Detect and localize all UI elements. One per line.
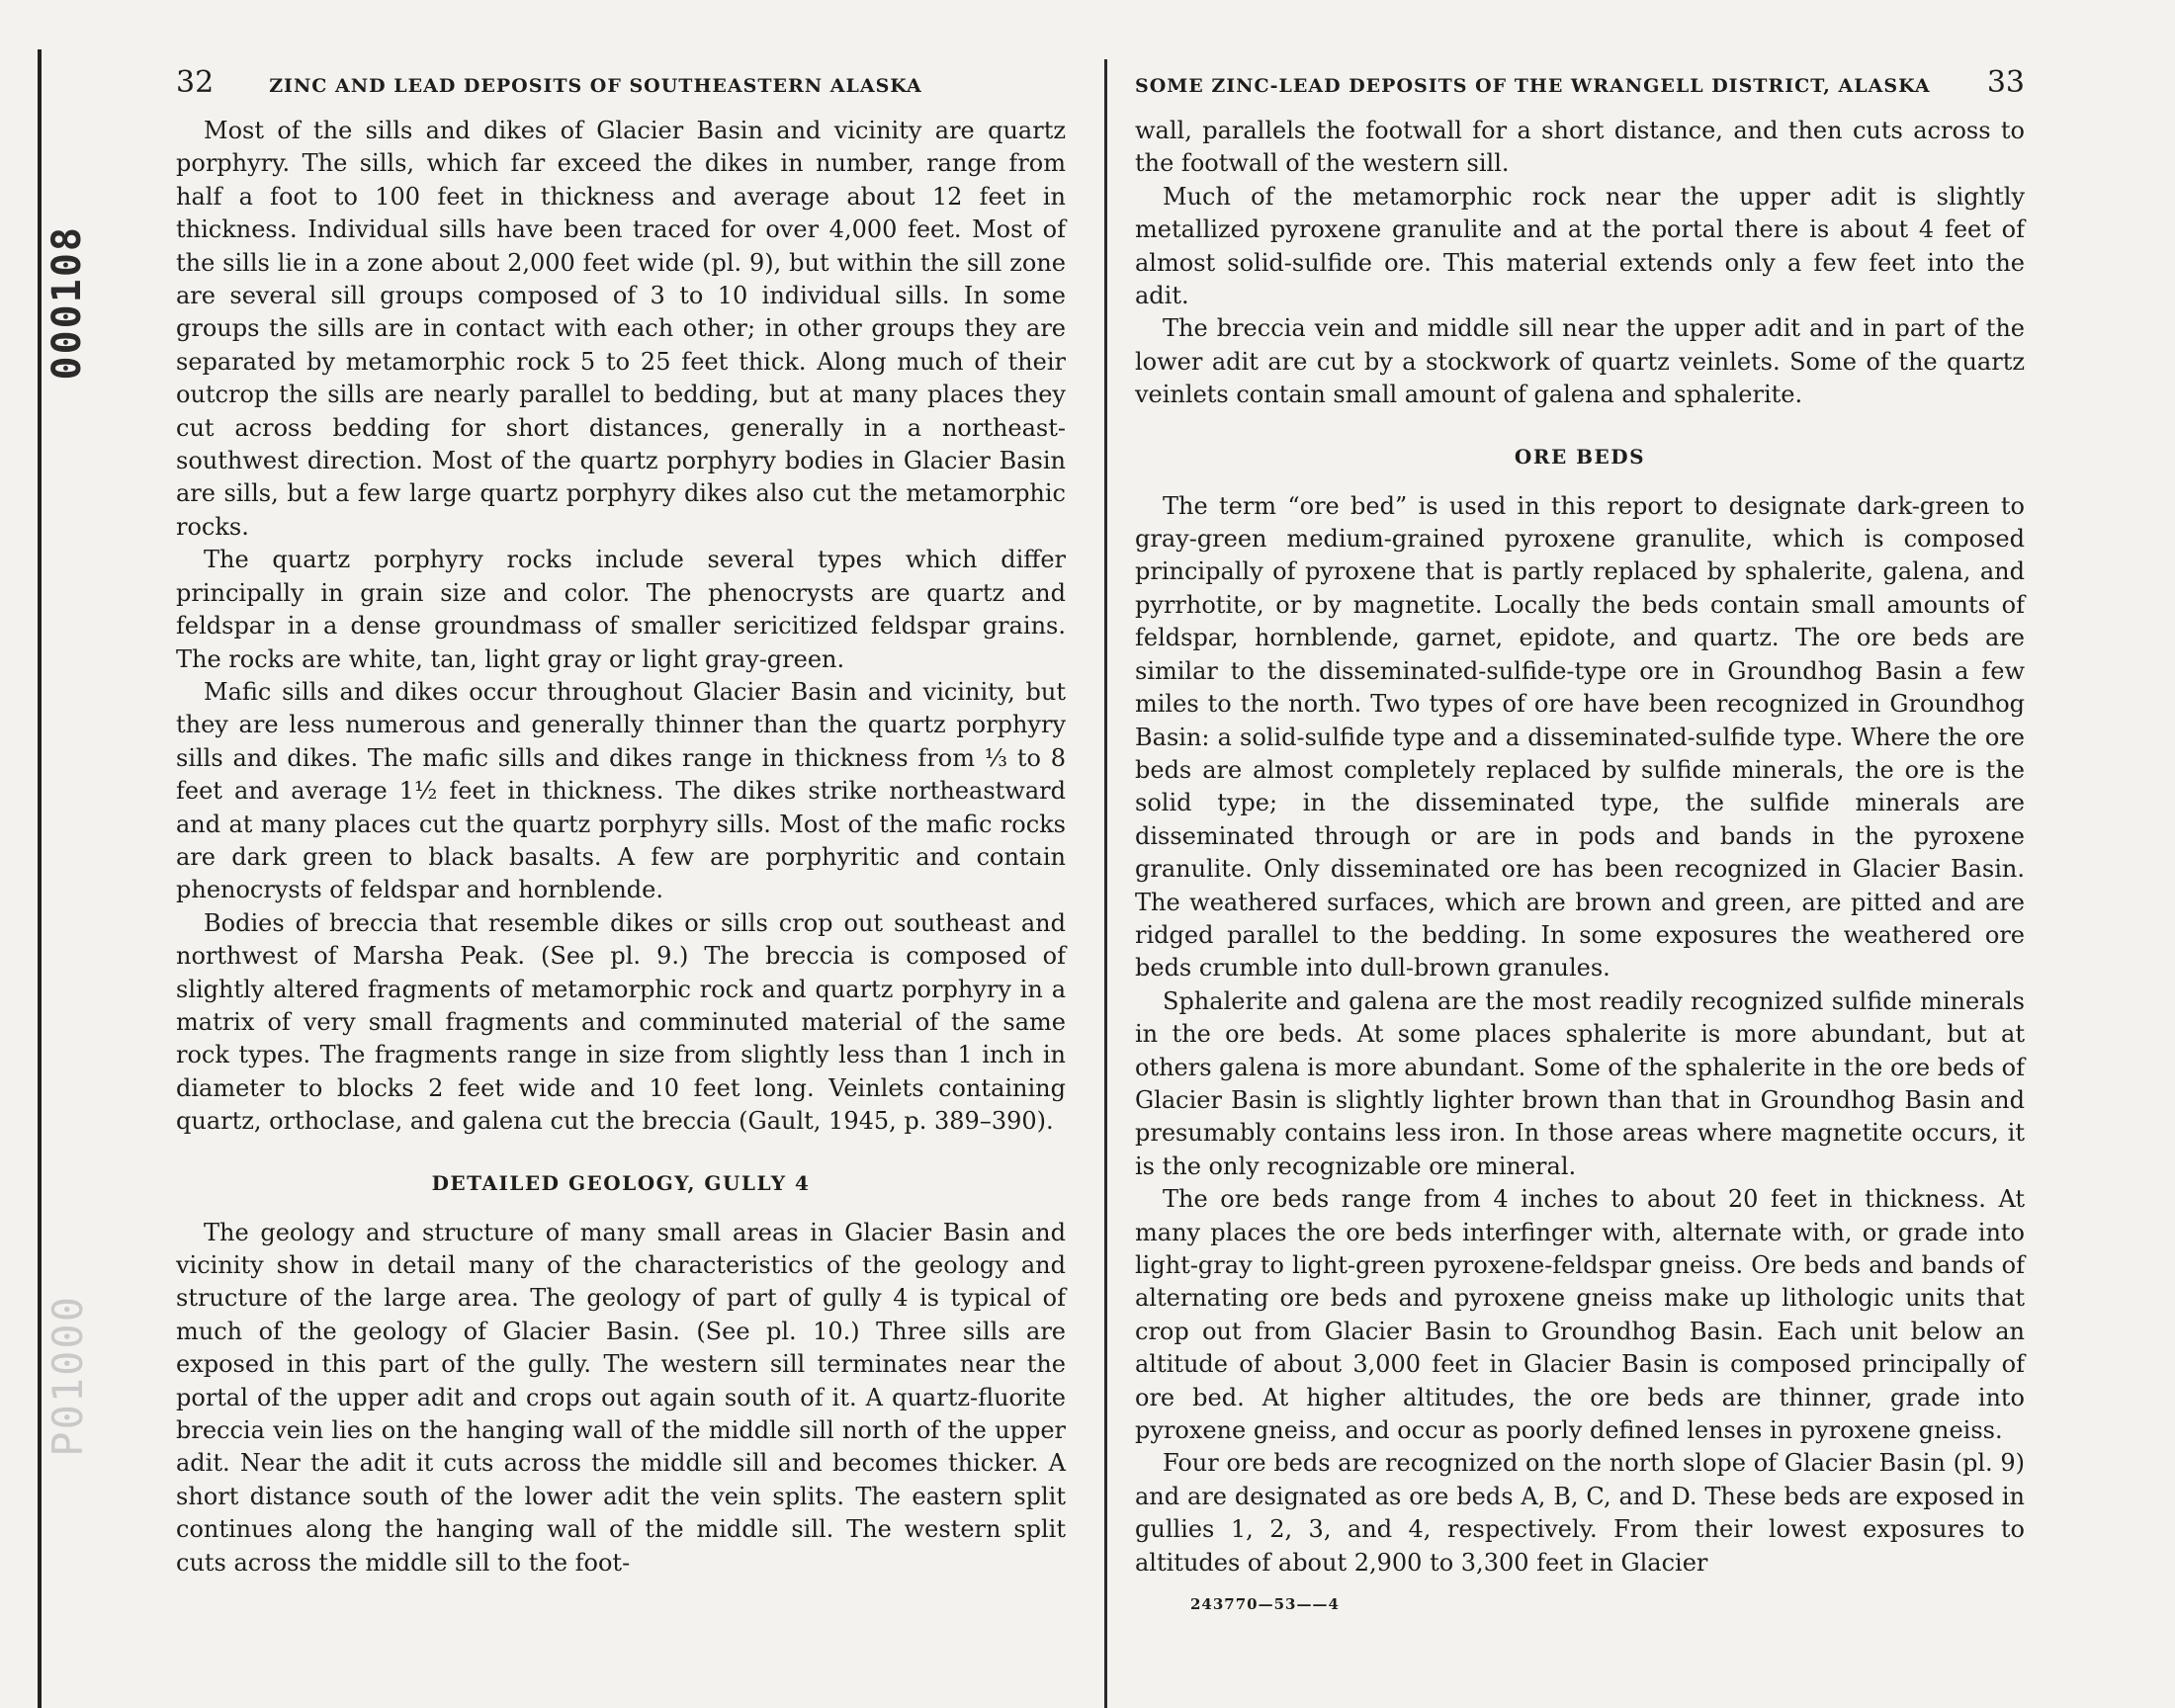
left-page-number: 32 [176,65,215,100]
right-continued-paragraph: wall, parallels the footwall for a short distance, and then cuts across to the footwall of the western sill. [1135,117,2025,178]
right-section-paragraph-3: The ore beds range from 4 inches to about 20 feet in thickness. At many places the ore beds interfinger with, alternate with, or grade into light-gray to light-green pyroxene-feldspar gneiss. Ore beds and bands of alternating ore beds and pyroxene gneiss make up lithologic units that crop out from Glacier Basin to Groundhog Basin. Each unit below an altitude of about 3,000 feet in Glacier Basin is composed principally of ore bed. At higher altitudes, the ore beds are thinner, grade into pyroxene gneiss, and occur as poorly defined lenses in pyroxene gneiss. [1135,1185,2025,1445]
archive-stamp-top: 000108 [44,225,90,381]
gutter-rule [1104,59,1107,1708]
right-page [1135,65,2025,1613]
left-paragraph-2: The quartz porphyry rocks include several types which differ principally in grain size and color. The phenocrysts are quartz and feldspar in a dense groundmass of smaller sericitized feldspar grains. The rocks are white, tan, light gray or light gray-green. [176,546,1066,673]
right-page-header [1135,65,2025,115]
right-paragraph-2: The breccia vein and middle sill near the upper adit and in part of the lower adit are cut by a stockwork of quartz veinlets. Some of the quartz veinlets contain small amount of galena and sphalerite. [1135,314,2025,409]
left-page-header [176,65,1066,115]
section-heading-gully-4: DETAILED GEOLOGY, GULLY 4 [431,1170,811,1195]
left-margin-rule [38,49,42,1708]
right-running-head: SOME ZINC-LEAD DEPOSITS OF THE WRANGELL DISTRICT, ALASKA [1135,75,1931,97]
left-running-head: ZINC AND LEAD DEPOSITS OF SOUTHEASTERN ALASKA [269,75,922,97]
printer-signature: 243770—53——4 [1190,1595,1340,1614]
right-page-number: 33 [1986,65,2025,100]
archive-stamp-bottom: P01000 [44,1295,92,1457]
left-paragraph-1: Most of the sills and dikes of Glacier Basin and vicinity are quartz porphyry. The sills, which far exceed the dikes in number, range from half a foot to 100 feet in thickness and average about 12 feet in thickness. Individual sills have been traced for over 4,000 feet. Most of the sills lie in a zone about 2,000 feet wide (pl. 9), but within the sill zone are several sill groups composed of 3 to 10 individual sills. In some groups the sills are in contact with each other; in other groups they are separated by metamorphic rock 5 to 25 feet thick. Along much of their outcrop the sills are nearly parallel to bedding, but at many places they cut across bedding for short distances, generally in a northeast-southwest direction. Most of the quartz porphyry bodies in Glacier Basin are sills, but a few large quartz porphyry dikes also cut the metamorphic rocks. [176,117,1066,541]
right-section-paragraph-1: The term “ore bed” is used in this report to designate dark-green to gray-green medium-grained pyroxene granulite, which is composed principally of pyroxene that is partly replaced by sphalerite, galena, and pyrrhotite, or by magnetite. Locally the beds contain small amounts of feldspar, hornblende, garnet, epidote, and quartz. The ore beds are similar to the disseminated-sulfide-type ore in Groundhog Basin a few miles to the north. Two types of ore have been recognized in Groundhog Basin: a solid-sulfide type and a disseminated-sulfide type. Where the ore beds are almost completely replaced by sulfide minerals, the ore is the solid type; in the disseminated type, the sulfide minerals are disseminated through or are in pods and bands in the pyroxene granulite. Only disseminated ore has been recognized in Glacier Basin. The weathered surfaces, which are brown and green, are pitted and are ridged parallel to the bedding. In some exposures the weathered ore beds crumble into dull-brown granules. [1135,491,2025,982]
section-heading-ore-beds: ORE BEDS [1514,444,1646,469]
left-section-paragraph-1: The geology and structure of many small areas in Glacier Basin and vicinity show in detail many of the characteristics of the geology and structure of the large area. The geology of part of gully 4 is typical of much of the geology of Glacier Basin. (See pl. 10.) Three sills are exposed in this part of the gully. The western sill terminates near the portal of the upper adit and crops out again south of it. A quartz-fluorite breccia vein lies on the hanging wall of the middle sill north of the upper adit. Near the adit it cuts across the middle sill and becomes thicker. A short distance south of the lower adit the vein splits. The eastern split continues along the hanging wall of the middle sill. The western split cuts across the middle sill to the foot- [176,1218,1066,1577]
left-paragraph-4: Bodies of breccia that resemble dikes or sills crop out southeast and northwest of Marsha Peak. (See pl. 9.) The breccia is composed of slightly altered fragments of metamorphic rock and quartz porphyry in a matrix of very small fragments and comminuted material of the same rock types. The fragments range in size from slightly less than 1 inch in diameter to blocks 2 feet wide and 10 feet long. Veinlets containing quartz, orthoclase, and galena cut the breccia (Gault, 1945, p. 389–390). [176,908,1066,1136]
right-section-paragraph-4: Four ore beds are recognized on the north slope of Glacier Basin (pl. 9) and are designated as ore beds A, B, C, and D. These beds are exposed in gullies 1, 2, 3, and 4, respectively. From their lowest exposures to altitudes of about 2,900 to 3,300 feet in Glacier [1135,1449,2025,1577]
left-page [176,65,1066,1580]
right-section-paragraph-2: Sphalerite and galena are the most readily recognized sulfide minerals in the ore beds. At some places sphalerite is more abundant, but at others galena is more abundant. Some of the sphalerite in the ore beds of Glacier Basin is slightly lighter brown than that in Groundhog Basin and presumably contains less iron. In those areas where magnetite occurs, it is the only recognizable ore mineral. [1135,986,2025,1180]
right-paragraph-1: Much of the metamorphic rock near the upper adit is slightly metallized pyroxene granulite and at the portal there is about 4 feet of almost solid-sulfide ore. This material extends only a few feet into the adit. [1135,182,2025,310]
left-paragraph-3: Mafic sills and dikes occur throughout Glacier Basin and vicinity, but they are less numerous and generally thinner than the quartz porphyry sills and dikes. The mafic sills and dikes range in thickness from ⅓ to 8 feet and average 1½ feet in thickness. The dikes strike northeastward and at many places cut the quartz porphyry sills. Most of the mafic rocks are dark green to black basalts. A few are porphyritic and contain phenocrysts of feldspar and hornblende. [176,677,1066,904]
